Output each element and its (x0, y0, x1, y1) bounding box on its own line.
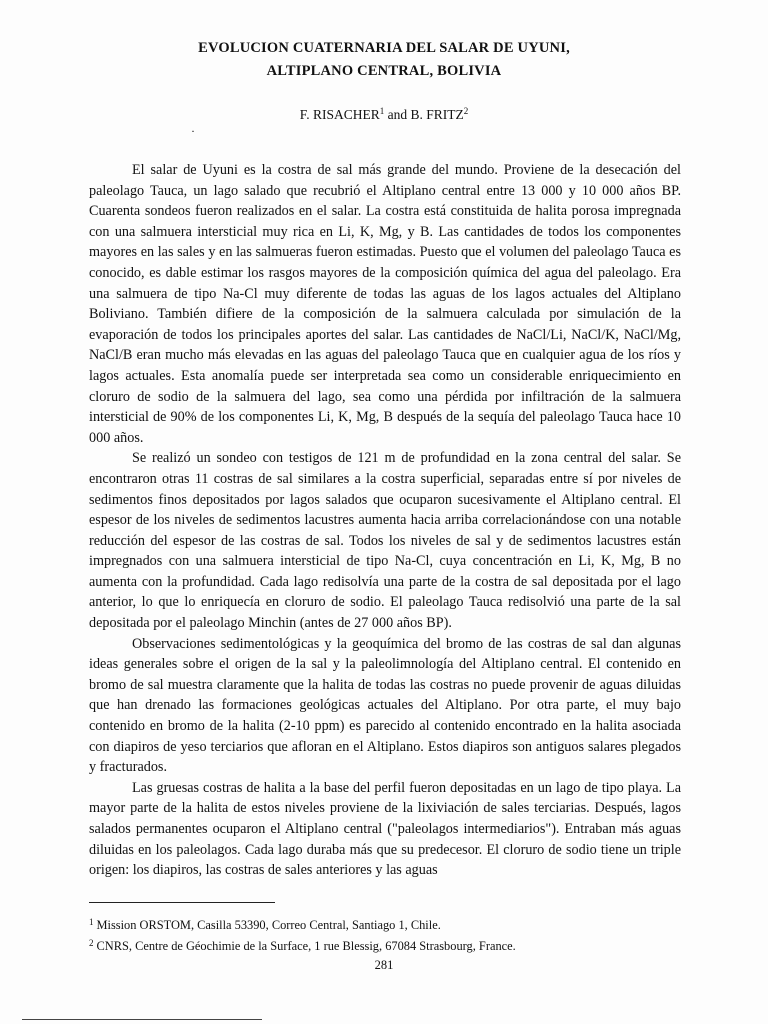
page-number: 281 (374, 958, 394, 972)
footnotes (89, 913, 709, 955)
title-line-1: EVOLUCION CUATERNARIA DEL SALAR DE UYUNI, (198, 40, 570, 56)
author-1-footnote-mark: 1 (379, 106, 385, 116)
stray-dot-mark: · (191, 124, 195, 138)
paragraph-4: Las gruesas costras de halita a la base del perfil fueron depositadas en un lago de tipo playa. La mayor parte de la halita de estos niveles proviene de la lixiviación de sales terciarias. Después, lagos salados permanentes ocuparon el Altiplano central ("paleolagos intermediarios"). Entraban más aguas diluidas en los paleolagos. Cada lago duraba más que su predecesor. El cloruro de sodio tiene un triple origen: los diapiros, las costras de sales anteriores y las aguas (89, 779, 681, 879)
footnote-1-text: Mission ORSTOM, Casilla 53390, Correo Central, Santiago 1, Chile. (96, 918, 441, 932)
footnote-1 (89, 913, 709, 934)
scan-edge-line (22, 1019, 262, 1020)
authors-line (0, 106, 768, 123)
author-2-footnote-mark: 2 (463, 106, 469, 116)
paragraph-2: Se realizó un sondeo con testigos de 121 m de profundidad en la zona central del salar. Se encontraron otras 11 costras de sal similares a la costra superficial, separadas entre sí por niveles de sedimentos finos depositados por lagos salados que ocuparon sucesivamente el Altiplano central. El espesor de los niveles de sedimentos lacustres aumenta hacia arriba correlacionándose con una notable reducción del espesor de las costras de sal. Todos los niveles de sal y de sedimentos lacustres están impregnados con una salmuera intersticial de tipo Na-Cl, cuya concentración en Li, K, Mg, B no aumenta con la profundidad. Cada lago redisolvía una parte de la costra de sal depositada por el lago anterior, lo que lo enriquecía en cloruro de sodio. El paleolago Tauca redisolvió una parte de la sal depositada por el paleolago Minchin (antes de 27 000 años BP). (89, 450, 681, 632)
paragraph-1: El salar de Uyuni es la costra de sal más grande del mundo. Proviene de la desecación del paleolago Tauca, un lago salado que recubrió el Altiplano central entre 13 000 y 10 000 años BP. Cuarenta sondeos fueron realizados en el salar. La costra está constituida de halita porosa impregnada con una salmuera intersticial muy rica en Li, K, Mg, y B. Las cantidades de todos los componentes mayores en las sales y en las salmueras fueron estimadas. Puesto que el volumen del paleolago Tauca es conocido, es dable estimar los rasgos mayores de la composición química del agua del paleolago. Era una salmuera de tipo Na-Cl muy diferente de todas las aguas de los lagos actuales del Altiplano Boliviano. También difiere de la composición de la salmuera calculada por simulación de la evaporación de todos los principales aportes del salar. Las cantidades de NaCl/Li, NaCl/K, NaCl/Mg, NaCl/B eran mucho más elevadas en las aguas del paleolago Tauca que en cualquier agua de los ríos y lagos actuales. Esta anomalía puede ser interpretada sea como un considerable enriquecimiento en cloruro de sodio de la salmuera del lago, sea como una pérdida por infiltración de la salmuera intersticial de 90% de los componentes Li, K, Mg, B después de la sequía del paleolago Tauca hace 10 000 años. (89, 162, 681, 446)
title-line-2: ALTIPLANO CENTRAL, BOLIVIA (266, 63, 502, 79)
footnote-1-mark: 1 (89, 917, 94, 927)
footnote-2-text: CNRS, Centre de Géochimie de la Surface, 1 rue Blessig, 67084 Strasbourg, France. (96, 939, 516, 953)
footnote-2 (89, 934, 709, 955)
author-2: B. FRITZ (410, 107, 464, 122)
footnote-separator (89, 902, 275, 903)
footnote-2-mark: 2 (89, 938, 94, 948)
author-1: F. RISACHER (299, 107, 380, 122)
authors-conjunction: and (384, 107, 411, 122)
paragraph-3: Observaciones sedimentológicas y la geoquímica del bromo de las costras de sal dan algunas ideas generales sobre el origen de la sal y la paleolimnología del Altiplano central. El contenido en bromo de sal muestra claramente que la halita de todas las costras no puede provenir de aguas diluidas que han drenado las formaciones geológicas actuales del Altiplano. Por otra parte, el muy bajo contenido en bromo de la halita (2-10 ppm) es parecido al contenido encontrado en la halita asociada con diapiros de yeso terciarios que afloran en el Altiplano. Estos diapiros son antiguos salares plegados y fracturados. (89, 635, 681, 776)
abstract-body (89, 160, 681, 881)
